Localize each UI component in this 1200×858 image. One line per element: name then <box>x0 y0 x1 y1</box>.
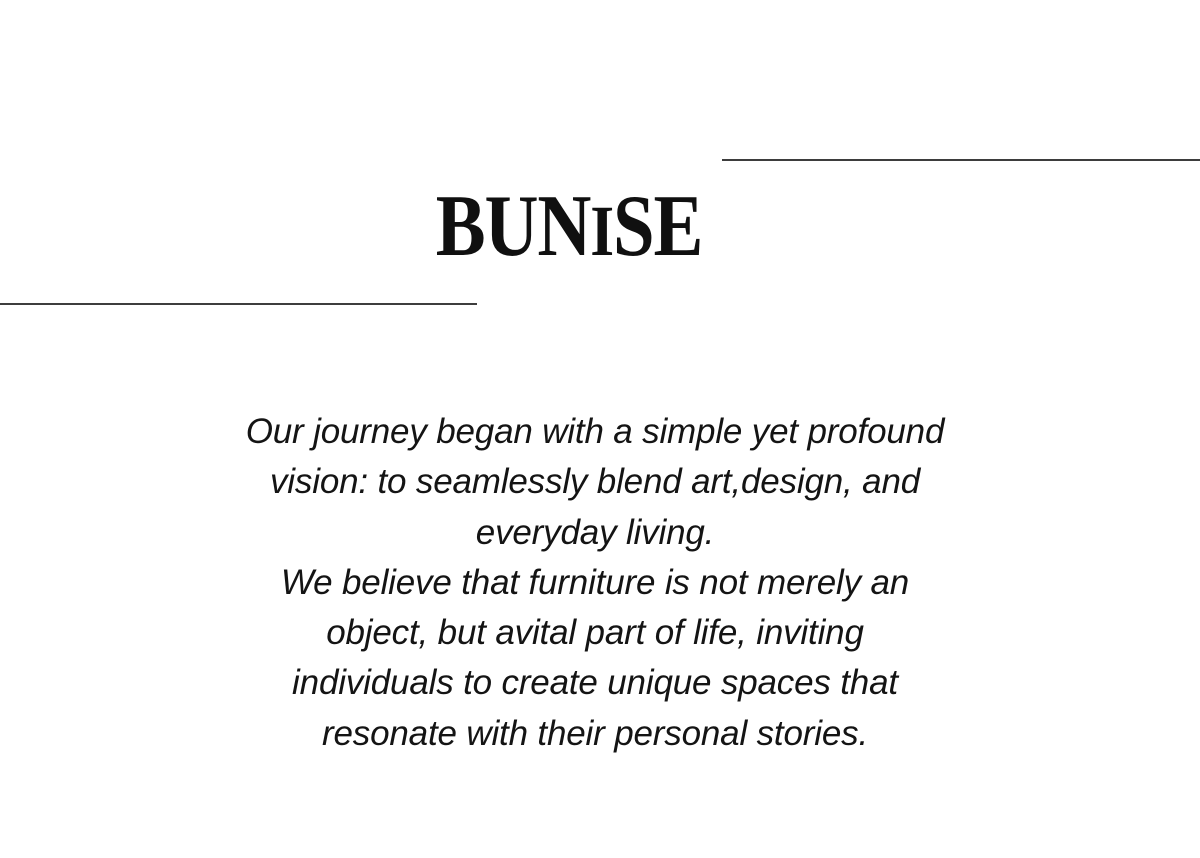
story-line-1: Our journey began with a simple yet profound <box>245 412 945 451</box>
story-line-7: resonate with their personal stories. <box>321 713 869 753</box>
brand-logo-part-se: SE <box>613 178 703 275</box>
left-divider-line <box>0 303 477 305</box>
story-line-5: object, but avital part of life, inviting <box>326 613 864 653</box>
story-line-2: vision: to seamlessly blend art,design, and <box>269 462 921 502</box>
brand-logo-part-bun: BUN <box>435 178 591 275</box>
story-line-6: individuals to create unique spaces that <box>292 663 898 703</box>
brand-logo-part-i: I <box>590 191 614 271</box>
top-right-divider-line <box>722 159 1200 161</box>
brand-logo <box>435 178 703 275</box>
brand-story <box>0 407 1190 759</box>
story-line-4: We believe that furniture is not merely an <box>280 562 910 602</box>
story-line-3: everyday living. <box>475 512 715 552</box>
